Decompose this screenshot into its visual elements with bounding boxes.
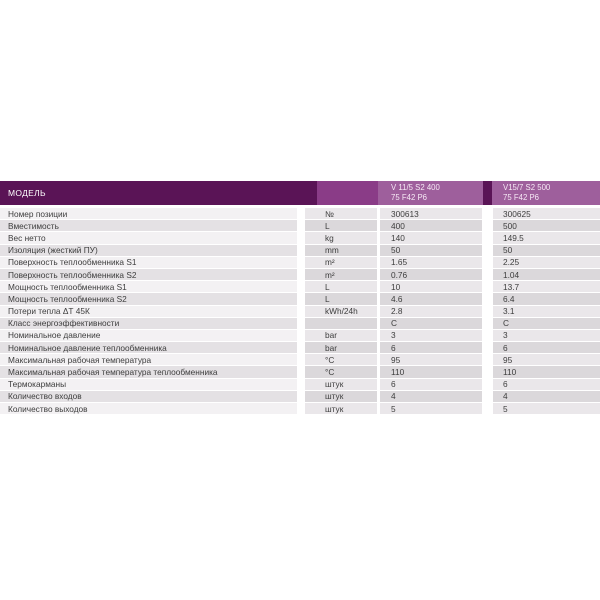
column-gap <box>482 306 493 317</box>
table-row <box>0 318 600 329</box>
row-label-cell: Поверхность теплообменника S2 <box>0 269 297 280</box>
column-gap <box>482 342 493 353</box>
table-row <box>0 403 600 414</box>
row-value-cell-1: C <box>380 318 482 329</box>
row-value-cell-1: 10 <box>380 281 482 292</box>
row-unit-cell: m² <box>305 269 377 280</box>
column-gap <box>482 391 493 402</box>
row-label-cell: Мощность теплообменника S1 <box>0 281 297 292</box>
row-label-cell: Номер позиции <box>0 208 297 219</box>
row-value-cell-1: 95 <box>380 354 482 365</box>
row-value-cell-1: 5 <box>380 403 482 414</box>
row-unit-cell: L <box>305 281 377 292</box>
table-row <box>0 257 600 268</box>
model-name-line1: V 11/5 S2 400 <box>391 183 440 193</box>
row-value-cell-1: 140 <box>380 232 482 243</box>
column-gap <box>482 281 493 292</box>
row-label-cell: Класс энергоэффективности <box>0 318 297 329</box>
row-value-cell-2: 3.1 <box>493 306 600 317</box>
row-value-cell-2: 13.7 <box>493 281 600 292</box>
row-value-cell-2: 149.5 <box>493 232 600 243</box>
row-value-cell-1: 6 <box>380 342 482 353</box>
row-label-cell: Номинальное давление теплообменника <box>0 342 297 353</box>
row-value-cell-1: 400 <box>380 220 482 231</box>
column-gap <box>482 366 493 377</box>
model-header-label: МОДЕЛЬ <box>8 188 46 198</box>
column-gap <box>297 391 305 402</box>
table-row <box>0 354 600 365</box>
column-gap <box>297 281 305 292</box>
row-unit-cell: штук <box>305 379 377 390</box>
column-gap <box>482 379 493 390</box>
row-value-cell-2: 50 <box>493 245 600 256</box>
row-unit-cell: °C <box>305 354 377 365</box>
column-gap <box>482 269 493 280</box>
row-label-cell: Вместимость <box>0 220 297 231</box>
column-gap <box>297 354 305 365</box>
row-unit-cell: штук <box>305 403 377 414</box>
row-value-cell-2: 2.25 <box>493 257 600 268</box>
column-gap <box>482 245 493 256</box>
row-label-cell: Мощность теплообменника S2 <box>0 293 297 304</box>
row-value-cell-1: 1.65 <box>380 257 482 268</box>
table-row <box>0 293 600 304</box>
row-label-cell: Количество выходов <box>0 403 297 414</box>
column-gap <box>297 306 305 317</box>
row-label-cell: Термокарманы <box>0 379 297 390</box>
row-value-cell-2: 6 <box>493 379 600 390</box>
row-value-cell-1: 50 <box>380 245 482 256</box>
header-column-gap <box>483 181 492 205</box>
column-gap <box>482 318 493 329</box>
table-row <box>0 391 600 402</box>
column-gap <box>297 330 305 341</box>
column-gap <box>482 403 493 414</box>
table-row <box>0 232 600 243</box>
row-value-cell-2: 6.4 <box>493 293 600 304</box>
column-gap <box>482 257 493 268</box>
column-gap <box>482 232 493 243</box>
row-unit-cell: № <box>305 208 377 219</box>
row-label-cell: Максимальная рабочая температура теплообменника <box>0 366 297 377</box>
units-header-cell <box>317 181 378 205</box>
column-gap <box>482 354 493 365</box>
column-gap <box>297 208 305 219</box>
column-gap <box>297 403 305 414</box>
row-label-cell: Вес нетто <box>0 232 297 243</box>
row-value-cell-1: 300613 <box>380 208 482 219</box>
row-value-cell-1: 4 <box>380 391 482 402</box>
table-row <box>0 245 600 256</box>
table-row <box>0 220 600 231</box>
row-unit-cell: штук <box>305 391 377 402</box>
table-row <box>0 366 600 377</box>
column-gap <box>297 257 305 268</box>
row-value-cell-1: 4.6 <box>380 293 482 304</box>
table-row <box>0 269 600 280</box>
column-gap <box>482 220 493 231</box>
spec-table <box>0 181 600 415</box>
table-header <box>0 181 600 205</box>
row-label-cell: Количество входов <box>0 391 297 402</box>
row-unit-cell: bar <box>305 330 377 341</box>
column-gap <box>297 220 305 231</box>
row-label-cell: Номинальное давление <box>0 330 297 341</box>
row-unit-cell <box>305 318 377 329</box>
model-header-cell <box>0 181 317 205</box>
row-value-cell-2: 1.04 <box>493 269 600 280</box>
table-row <box>0 306 600 317</box>
row-unit-cell: °C <box>305 366 377 377</box>
row-value-cell-2: 300625 <box>493 208 600 219</box>
row-value-cell-1: 110 <box>380 366 482 377</box>
column-gap <box>482 208 493 219</box>
column-gap <box>297 318 305 329</box>
row-unit-cell: bar <box>305 342 377 353</box>
row-value-cell-1: 6 <box>380 379 482 390</box>
model-column-header-2 <box>492 181 600 205</box>
column-gap <box>297 379 305 390</box>
table-row <box>0 330 600 341</box>
column-gap <box>297 293 305 304</box>
column-gap <box>297 342 305 353</box>
row-value-cell-1: 3 <box>380 330 482 341</box>
column-gap <box>482 293 493 304</box>
column-gap <box>297 232 305 243</box>
table-row <box>0 379 600 390</box>
row-unit-cell: m² <box>305 257 377 268</box>
row-value-cell-2: 95 <box>493 354 600 365</box>
row-value-cell-1: 2.8 <box>380 306 482 317</box>
row-unit-cell: L <box>305 293 377 304</box>
row-unit-cell: L <box>305 220 377 231</box>
row-unit-cell: mm <box>305 245 377 256</box>
table-row <box>0 208 600 219</box>
row-value-cell-1: 0.76 <box>380 269 482 280</box>
row-value-cell-2: 5 <box>493 403 600 414</box>
column-gap <box>297 269 305 280</box>
row-value-cell-2: 6 <box>493 342 600 353</box>
row-value-cell-2: 3 <box>493 330 600 341</box>
table-row <box>0 281 600 292</box>
model-name-line1: V15/7 S2 500 <box>503 183 551 193</box>
table-row <box>0 342 600 353</box>
model-column-header-1 <box>378 181 483 205</box>
row-value-cell-2: 4 <box>493 391 600 402</box>
row-value-cell-2: C <box>493 318 600 329</box>
row-unit-cell: kg <box>305 232 377 243</box>
model-name-line2: 75 F42 P6 <box>391 193 427 202</box>
column-gap <box>297 245 305 256</box>
row-label-cell: Максимальная рабочая температура <box>0 354 297 365</box>
row-label-cell: Поверхность теплообменника S1 <box>0 257 297 268</box>
model-name-line2: 75 F42 P6 <box>503 193 539 202</box>
row-value-cell-2: 110 <box>493 366 600 377</box>
row-value-cell-2: 500 <box>493 220 600 231</box>
column-gap <box>297 366 305 377</box>
row-label-cell: Изоляция (жесткий ПУ) <box>0 245 297 256</box>
table-body <box>0 208 600 414</box>
row-label-cell: Потери тепла ΔТ 45К <box>0 306 297 317</box>
row-unit-cell: kWh/24h <box>305 306 377 317</box>
column-gap <box>482 330 493 341</box>
